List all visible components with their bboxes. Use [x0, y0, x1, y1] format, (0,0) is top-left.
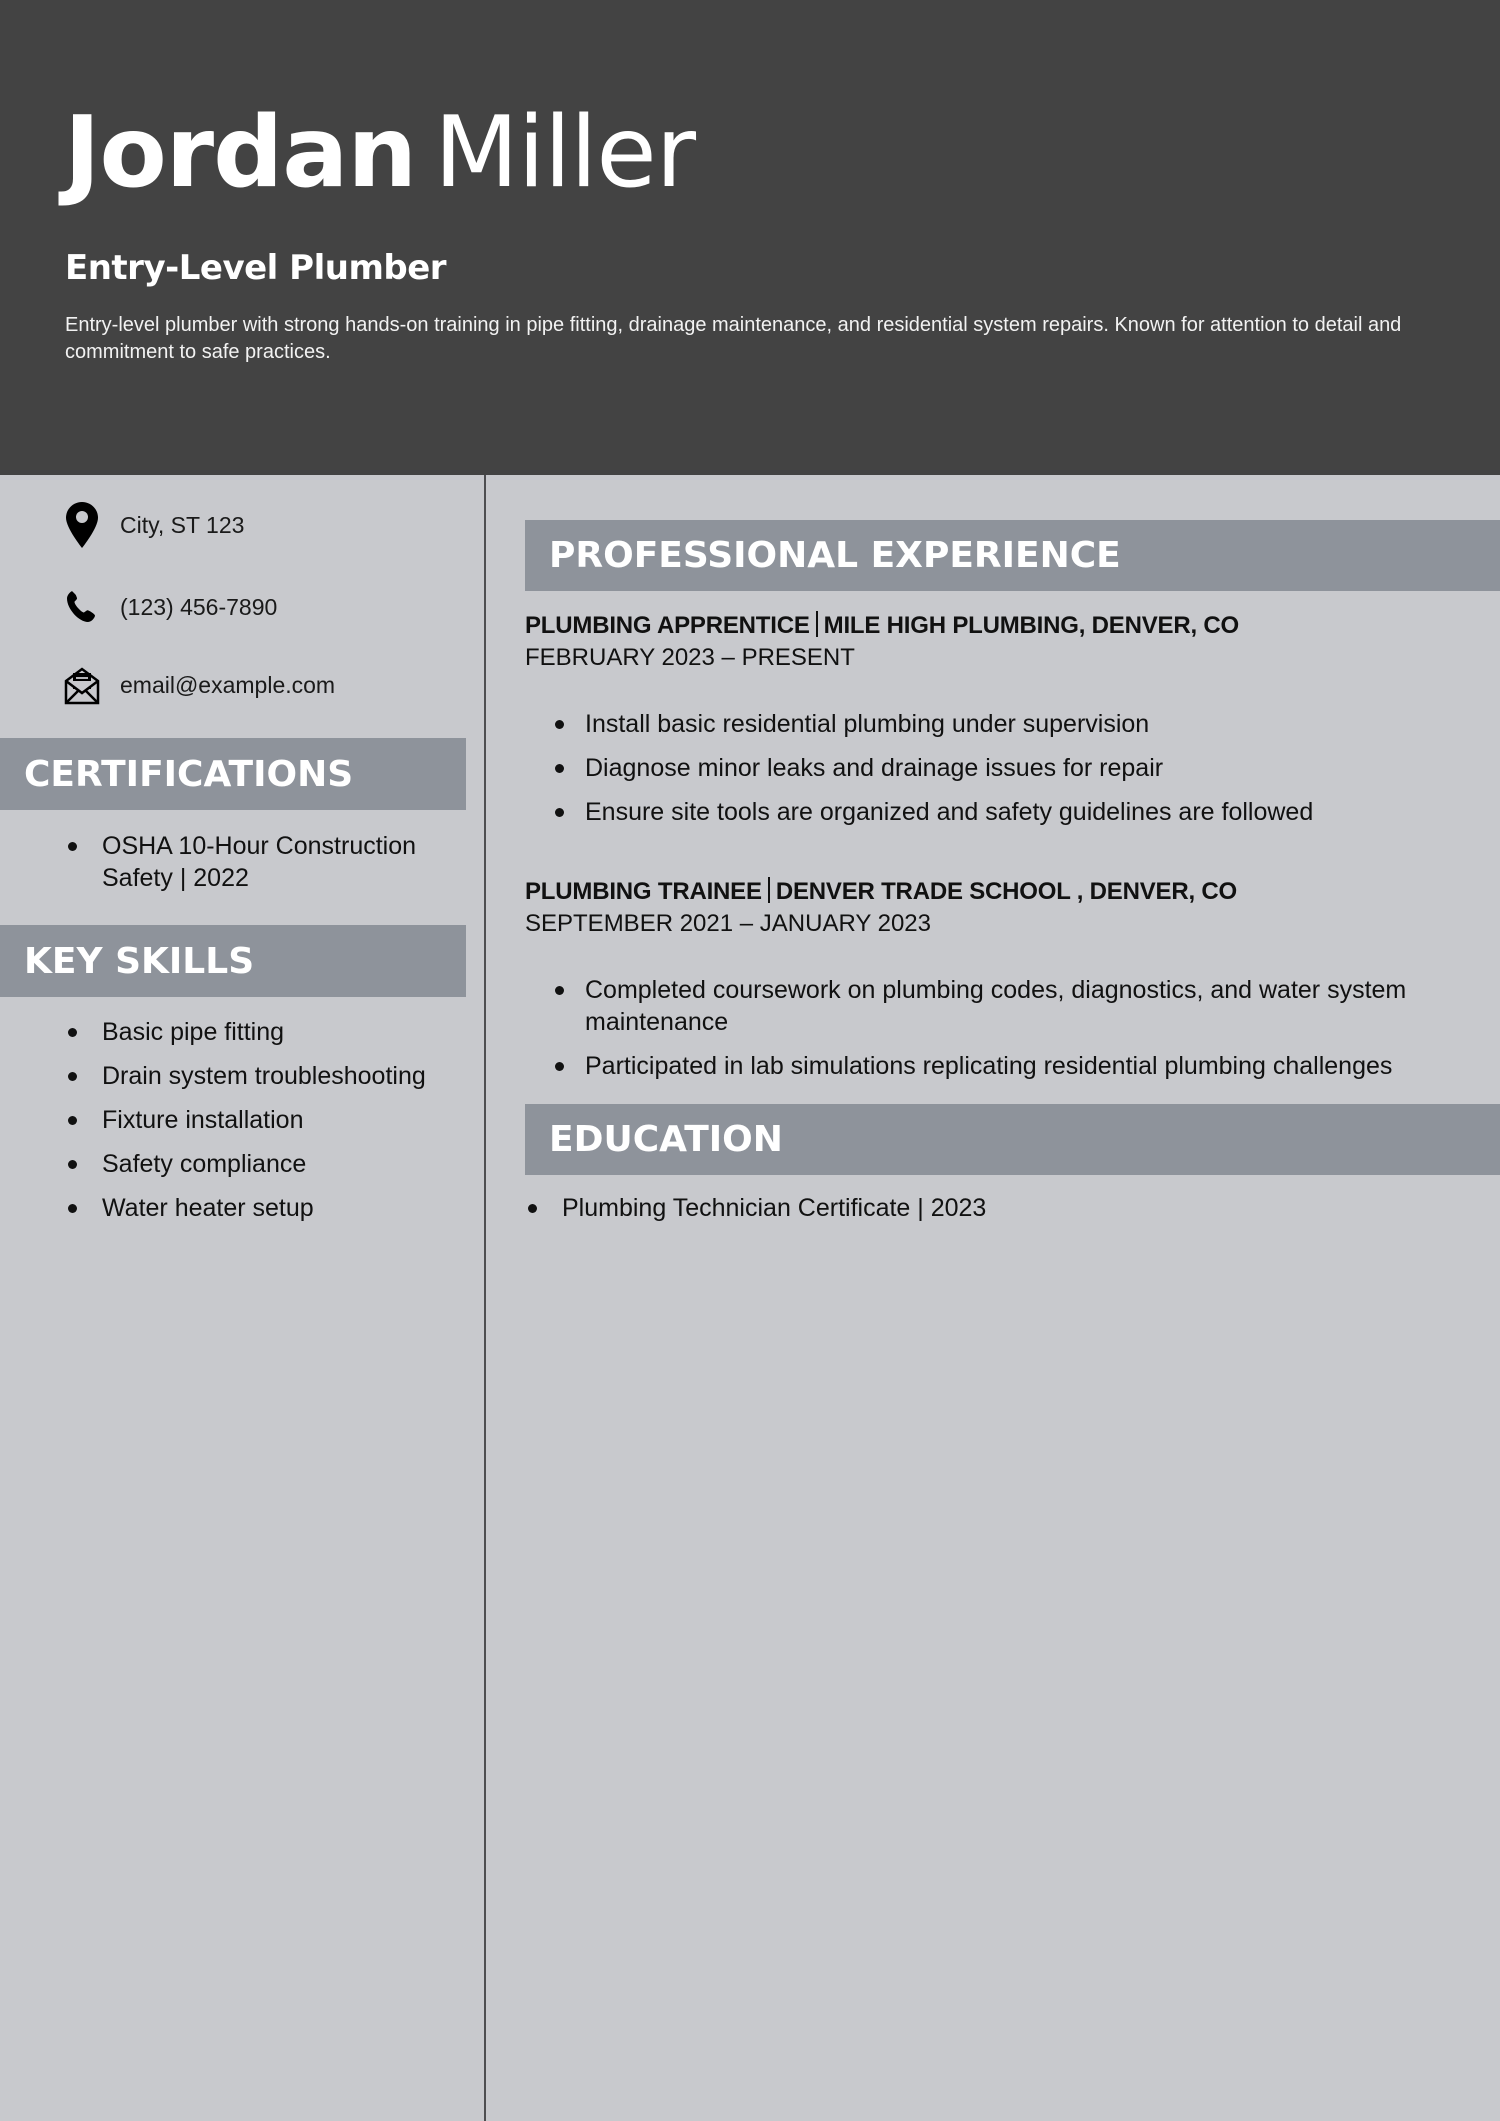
certifications-heading: CERTIFICATIONS	[0, 738, 466, 810]
job-bullet: Install basic residential plumbing under supervision	[585, 708, 1485, 740]
job-dates: FEBRUARY 2023 – PRESENT	[525, 644, 855, 671]
contact-phone	[62, 582, 278, 632]
job-bullet: Ensure site tools are organized and safety guidelines are followed	[585, 796, 1485, 828]
professional-summary: Entry-level plumber with strong hands-on training in pipe fitting, drainage maintenance, and residential system repairs. Known for attention to detail and commitment to safe practices.	[65, 314, 1402, 363]
job-bullet: Completed coursework on plumbing codes, diagnostics, and water system maintenance	[585, 974, 1485, 1038]
job-entry	[525, 610, 1475, 840]
job-bullet: Diagnose minor leaks and drainage issues for repair	[585, 752, 1485, 784]
separator	[768, 877, 770, 903]
skill-item: Safety compliance	[102, 1148, 462, 1180]
job-heading	[525, 610, 1475, 642]
map-pin-icon	[62, 501, 102, 549]
candidate-name	[64, 96, 695, 210]
job-title: Entry-Level Plumber	[65, 248, 447, 288]
skill-item: Drain system troubleshooting	[102, 1060, 462, 1092]
resume-header	[0, 0, 1500, 475]
column-divider	[484, 475, 486, 2121]
phone-text: (123) 456-7890	[120, 593, 278, 620]
skill-item: Basic pipe fitting	[102, 1016, 462, 1048]
job-role: PLUMBING TRAINEE	[525, 878, 762, 905]
job-bullet: Participated in lab simulations replicating residential plumbing challenges	[585, 1050, 1485, 1082]
experience-heading: PROFESSIONAL EXPERIENCE	[525, 520, 1500, 591]
job-company: MILE HIGH PLUMBING, DENVER, CO	[823, 612, 1240, 639]
skills-list	[102, 1016, 462, 1236]
job-company: DENVER TRADE SCHOOL , DENVER, CO	[775, 878, 1238, 905]
location-text: City, ST 123	[120, 511, 245, 538]
key-skills-heading: KEY SKILLS	[0, 925, 466, 997]
job-dates: SEPTEMBER 2021 – JANUARY 2023	[525, 910, 931, 937]
contact-email	[62, 660, 336, 710]
job-role: PLUMBING APPRENTICE	[525, 612, 810, 639]
education-heading: EDUCATION	[525, 1104, 1500, 1175]
education-list	[562, 1192, 1462, 1224]
email-text: email@example.com	[120, 671, 336, 698]
phone-icon	[62, 583, 102, 631]
certifications-list	[102, 830, 462, 906]
contact-location	[62, 500, 245, 550]
skill-item: Fixture installation	[102, 1104, 462, 1136]
separator	[816, 611, 818, 637]
first-name: Jordan	[64, 96, 417, 210]
job-entry	[525, 876, 1475, 1094]
education-item: Plumbing Technician Certificate | 2023	[562, 1192, 1462, 1224]
skill-item: Water heater setup	[102, 1192, 462, 1224]
certification-item: OSHA 10-Hour Construction Safety | 2022	[102, 830, 462, 894]
job-bullets	[585, 974, 1485, 1082]
job-heading	[525, 876, 1475, 908]
last-name: Miller	[434, 96, 695, 210]
job-bullets	[585, 708, 1485, 828]
envelope-open-icon	[62, 661, 102, 709]
